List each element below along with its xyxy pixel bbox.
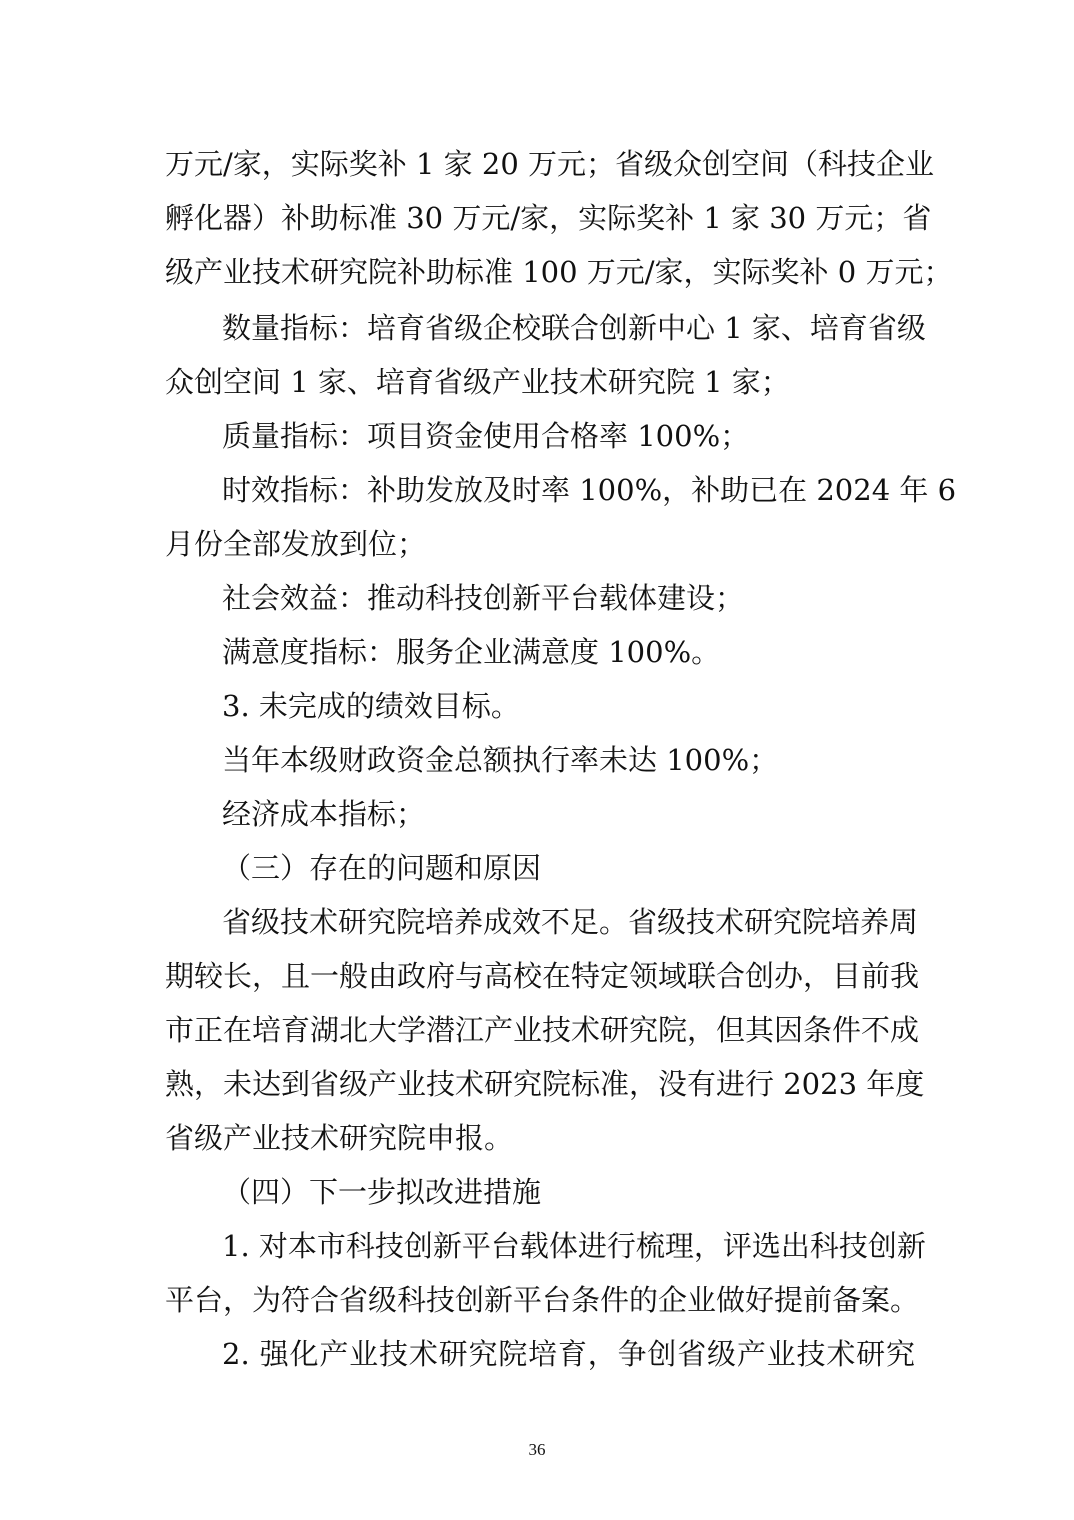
section-heading: （三）存在的问题和原因 bbox=[222, 851, 542, 885]
section-heading: 3. 未完成的绩效目标。 bbox=[222, 689, 520, 723]
text-line: 经济成本指标； bbox=[222, 797, 426, 831]
page-number: 36 bbox=[528, 1440, 546, 1459]
text-line: 月份全部发放到位； bbox=[165, 527, 427, 561]
text-line: 平台，为符合省级科技创新平台条件的企业做好提前备案。 bbox=[165, 1283, 920, 1317]
text-line: 省级技术研究院培养成效不足。省级技术研究院培养周 bbox=[222, 905, 919, 939]
text-line: 质量指标：项目资金使用合格率 100%； bbox=[222, 419, 750, 453]
text-line: 数量指标：培育省级企校联合创新中心 1 家、培育省级 bbox=[222, 311, 926, 345]
text-line: 1. 对本市科技创新平台载体进行梳理，评选出科技创新 bbox=[222, 1229, 926, 1263]
text-line: 期较长，且一般由政府与高校在特定领域联合创办，目前我 bbox=[165, 959, 920, 993]
section-heading: （四）下一步拟改进措施 bbox=[222, 1175, 542, 1209]
text-line: 社会效益：推动科技创新平台载体建设； bbox=[222, 581, 745, 615]
text-line: 2. 强化产业技术研究院培育，争创省级产业技术研究 bbox=[222, 1337, 915, 1371]
text-line: 省级产业技术研究院申报。 bbox=[165, 1121, 514, 1155]
text-line: 时效指标：补助发放及时率 100%，补助已在 2024 年 6 bbox=[222, 473, 957, 507]
text-line: 当年本级财政资金总额执行率未达 100%； bbox=[222, 743, 779, 777]
text-line: 级产业技术研究院补助标准 100 万元/家，实际奖补 0 万元； bbox=[165, 255, 953, 289]
text-line: 熟，未达到省级产业技术研究院标准，没有进行 2023 年度 bbox=[165, 1067, 925, 1101]
text-line: 万元/家，实际奖补 1 家 20 万元；省级众创空间（科技企业 bbox=[165, 147, 934, 181]
text-line: 满意度指标：服务企业满意度 100%。 bbox=[222, 635, 721, 669]
text-line: 众创空间 1 家、培育省级产业技术研究院 1 家； bbox=[165, 365, 790, 399]
text-line: 孵化器）补助标准 30 万元/家，实际奖补 1 家 30 万元；省 bbox=[165, 201, 932, 235]
text-line: 市正在培育湖北大学潜江产业技术研究院，但其因条件不成 bbox=[165, 1013, 920, 1047]
